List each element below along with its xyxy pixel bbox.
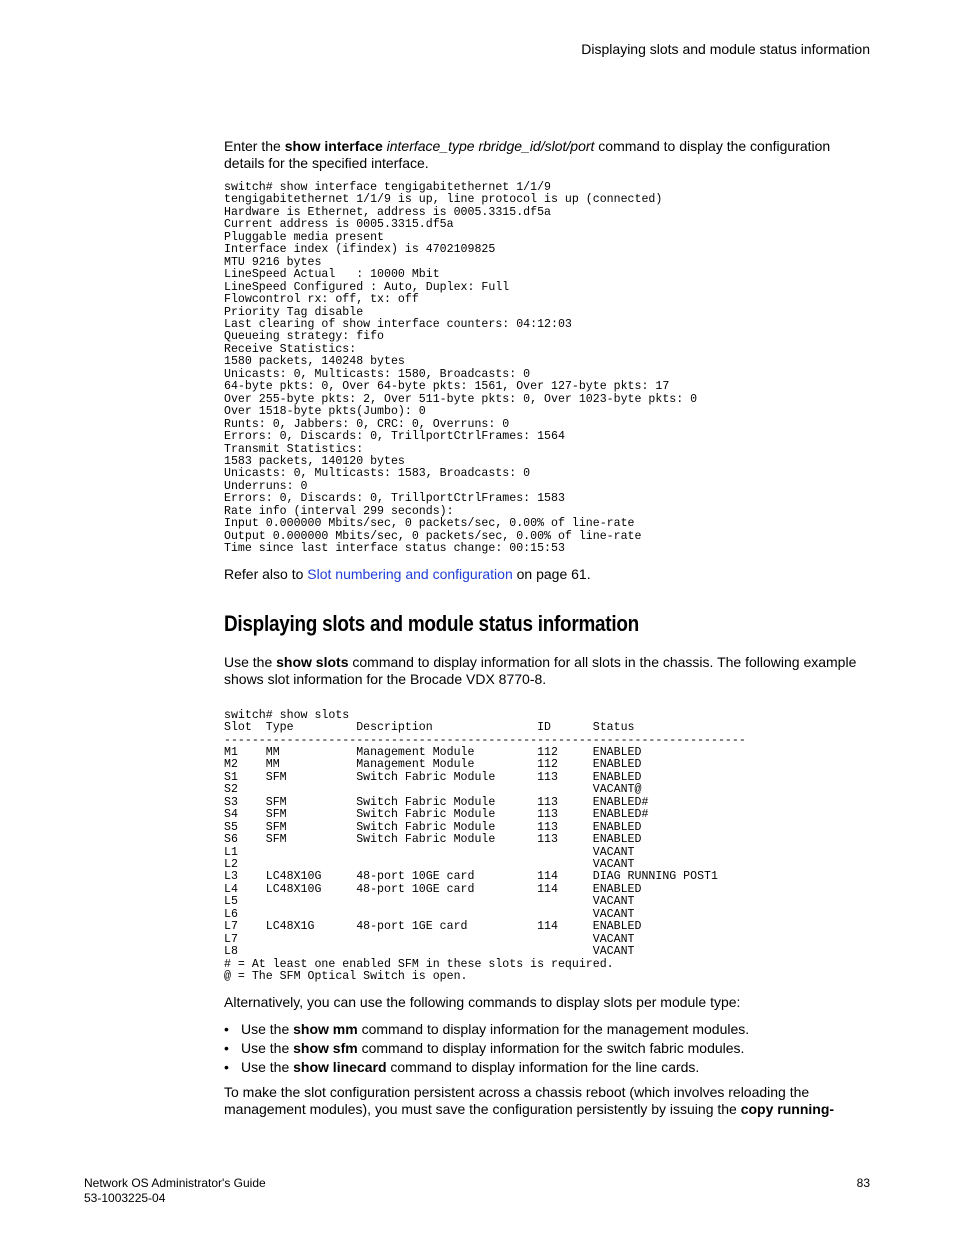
code1-line: Errors: 0, Discards: 0, TrillportCtrlFrames: 1583 — [224, 492, 565, 506]
code2-line: S4 SFM Switch Fabric Module 113 ENABLED# — [224, 808, 649, 822]
intro-text: Enter the — [224, 138, 285, 154]
code1-line: Pluggable media present — [224, 230, 385, 244]
bullet-command: show sfm — [293, 1039, 358, 1056]
code1-line: 1580 packets, 140248 bytes — [224, 355, 405, 369]
code2-line: L4 LC48X10G 48-port 10GE card 114 ENABLED — [224, 882, 642, 896]
code1-line: Time since last interface status change: 00:15:53 — [224, 542, 565, 556]
bullet-icon: • — [224, 1039, 229, 1056]
bullet-command: show mm — [293, 1020, 358, 1037]
section-title: Displaying slots and module status information — [224, 610, 639, 636]
code2-line: S6 SFM Switch Fabric Module 113 ENABLED — [224, 833, 642, 847]
code1-line: Transmit Statistics: — [224, 442, 364, 456]
code1-line: Current address is 0005.3315.df5a — [224, 218, 454, 232]
code1-line: Queueing strategy: fifo — [224, 330, 385, 344]
code1-line: Hardware is Ethernet, address is 0005.3315.df5a — [224, 205, 551, 219]
code2-line: Slot Type Description ID Status — [224, 721, 635, 735]
bullet-text-end: command to display information for the line cards. — [386, 1058, 700, 1075]
code1-line: Receive Statistics: — [224, 342, 357, 356]
code2-line: S2 VACANT@ — [224, 783, 642, 797]
code1-line: Errors: 0, Discards: 0, TrillportCtrlFrames: 1564 — [224, 430, 565, 444]
code1-line: Priority Tag disable — [224, 305, 364, 319]
code1-line: tengigabitethernet 1/1/9 is up, line protocol is up (connected) — [224, 193, 663, 207]
code1-line: Output 0.000000 Mbits/sec, 0 packets/sec, 0.00% of line-rate — [224, 529, 642, 543]
footer-guide-title: Network OS Administrator's Guide — [84, 1176, 266, 1190]
bullet-item — [224, 1040, 864, 1057]
persist-text: To make the slot configuration persistent across a chassis reboot (which involves reloading the management modules), you must save the configuration persistently by issuing the — [224, 1083, 810, 1117]
refer-paragraph — [224, 566, 864, 583]
persist-paragraph — [224, 1084, 864, 1118]
slots-intro-text: Use the — [224, 653, 277, 670]
bullet-icon: • — [224, 1058, 229, 1075]
code2-line: L3 LC48X10G 48-port 10GE card 114 DIAG RUNNING POST1 — [224, 870, 718, 884]
bullet-text-end: command to display information for the switch fabric modules. — [357, 1039, 745, 1056]
code1-line: Unicasts: 0, Multicasts: 1583, Broadcasts: 0 — [224, 467, 531, 481]
command-list — [224, 1021, 864, 1076]
bullet-text-end: command to display information for the management modules. — [357, 1020, 750, 1037]
code1-line: Unicasts: 0, Multicasts: 1580, Broadcasts: 0 — [224, 367, 531, 381]
slots-intro-paragraph — [224, 654, 864, 688]
running-header: Displaying slots and module status information — [581, 41, 870, 57]
code2-line: S3 SFM Switch Fabric Module 113 ENABLED# — [224, 795, 649, 809]
code1-line: 64-byte pkts: 0, Over 64-byte pkts: 1561, Over 127-byte pkts: 17 — [224, 380, 670, 394]
page-content — [224, 138, 864, 1118]
code2-line: L7 LC48X1G 48-port 1GE card 114 ENABLED — [224, 920, 642, 934]
code2-line: M2 MM Management Module 112 ENABLED — [224, 758, 642, 772]
code1-line: Interface index (ifindex) is 4702109825 — [224, 243, 496, 257]
code1-line: Flowcontrol rx: off, tx: off — [224, 293, 419, 307]
refer-text-end: on page 61. — [512, 565, 591, 582]
intro-paragraph — [224, 138, 864, 172]
bullet-text: Use the — [241, 1039, 294, 1056]
code1-line: Rate info (interval 299 seconds): — [224, 504, 454, 518]
slots-intro-text-end: command to display information for all slots in the chassis. The following example shows slot information for the Brocade VDX 8770-8. — [224, 653, 857, 687]
code2-line: # = At least one enabled SFM in these slots is required. — [224, 957, 614, 971]
intro-text-end: command to display the configuration details for the specified interface. — [224, 138, 831, 171]
code2-line: L5 VACANT — [224, 895, 635, 909]
code1-line: Input 0.000000 Mbits/sec, 0 packets/sec, 0.00% of line-rate — [224, 517, 635, 531]
slot-numbering-link[interactable]: Slot numbering and configuration — [307, 565, 513, 582]
code2-line: L1 VACANT — [224, 845, 635, 859]
persist-command: copy running- — [740, 1100, 835, 1117]
code2-line: L6 VACANT — [224, 907, 635, 921]
code1-line: 1583 packets, 140120 bytes — [224, 454, 405, 468]
code1-line: Over 1518-byte pkts(Jumbo): 0 — [224, 405, 426, 419]
footer-page-number: 83 — [856, 1176, 870, 1190]
bullet-icon: • — [224, 1020, 229, 1037]
bullet-item — [224, 1021, 864, 1038]
code2-line: S5 SFM Switch Fabric Module 113 ENABLED — [224, 820, 642, 834]
code2-line: S1 SFM Switch Fabric Module 113 ENABLED — [224, 770, 642, 784]
refer-text: Refer also to — [224, 565, 308, 582]
code2-line: switch# show slots — [224, 708, 350, 722]
code1-line: MTU 9216 bytes — [224, 255, 322, 269]
intro-command: show interface — [284, 138, 383, 154]
bullet-command: show linecard — [293, 1058, 387, 1075]
code1-line: LineSpeed Configured : Auto, Duplex: Full — [224, 280, 510, 294]
footer-left — [84, 1176, 266, 1206]
slots-intro-command: show slots — [276, 653, 349, 670]
bullet-text: Use the — [241, 1020, 294, 1037]
show-interface-output — [224, 182, 864, 556]
code1-line: Runts: 0, Jabbers: 0, CRC: 0, Overruns: 0 — [224, 417, 510, 431]
bullet-text: Use the — [241, 1058, 294, 1075]
intro-arguments: interface_type rbridge_id/slot/port — [386, 138, 595, 154]
footer-doc-id: 53-1003225-04 — [84, 1191, 166, 1205]
code1-line: Over 255-byte pkts: 2, Over 511-byte pkts: 0, Over 1023-byte pkts: 0 — [224, 392, 698, 406]
code1-line: switch# show interface tengigabitethernet 1/1/9 — [224, 181, 551, 194]
code1-line: Last clearing of show interface counters: 04:12:03 — [224, 317, 572, 331]
code1-line: LineSpeed Actual : 10000 Mbit — [224, 268, 440, 282]
show-slots-output — [224, 710, 864, 984]
code1-line: Underruns: 0 — [224, 479, 308, 493]
code2-line: L2 VACANT — [224, 858, 635, 872]
bullet-item — [224, 1059, 864, 1076]
code2-line: L7 VACANT — [224, 932, 635, 946]
code2-line: --------------------------------------------------------------------------- — [224, 733, 746, 747]
alternative-paragraph: Alternatively, you can use the following commands to display slots per module type: — [224, 993, 741, 1010]
code2-line: @ = The SFM Optical Switch is open. — [224, 970, 468, 984]
code2-line: M1 MM Management Module 112 ENABLED — [224, 745, 642, 759]
code2-line: L8 VACANT — [224, 945, 635, 959]
